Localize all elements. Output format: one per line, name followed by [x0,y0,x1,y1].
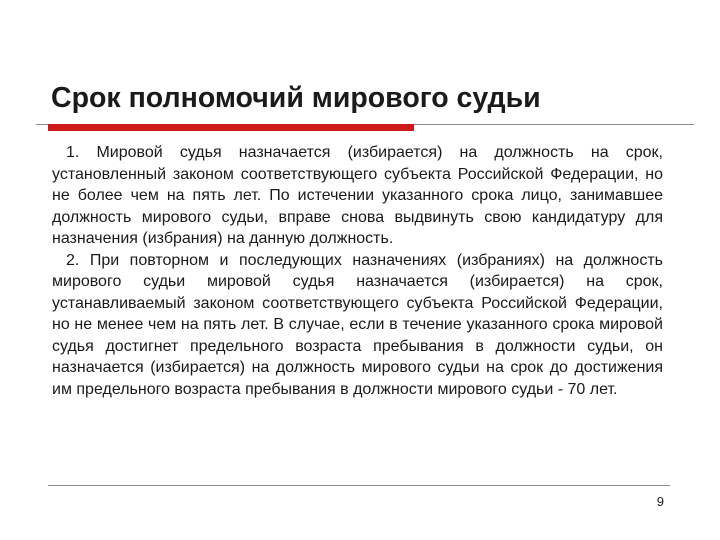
slide-title: Срок полномочий мирового судьи [51,82,541,114]
slide-body [52,142,663,400]
paragraph-reappointment: 2. При повторном и последующих назначениях (избраниях) на должность мирового судьи мировой судья назначается (избирается) на срок, устанавливаемый законом соответствующего субъекта Российской Федерации, но не менее чем на пять лет. В случае, если в течение указанного срока мировой судья достигнет предельного возраста пребывания в должности судьи, он назначается (избирается) на должность мирового судьи на срок до достижения им предельного возраста пребывания в должности мирового судьи - 70 лет. [52,251,663,398]
paragraph-term-of-office: 1. Мировой судья назначается (избирается) на должность на срок, установленный законом соответствующего субъекта Российской Федерации, но не более чем на пять лет. По истечении указанного срока лицо, занимавшее должность мирового судьи, вправе снова выдвинуть свою кандидатуру для назначения (избрания) на данную должность. [52,144,663,247]
title-accent-bar [48,124,414,131]
page-number: 9 [656,494,664,509]
footer-divider-line [48,485,670,486]
